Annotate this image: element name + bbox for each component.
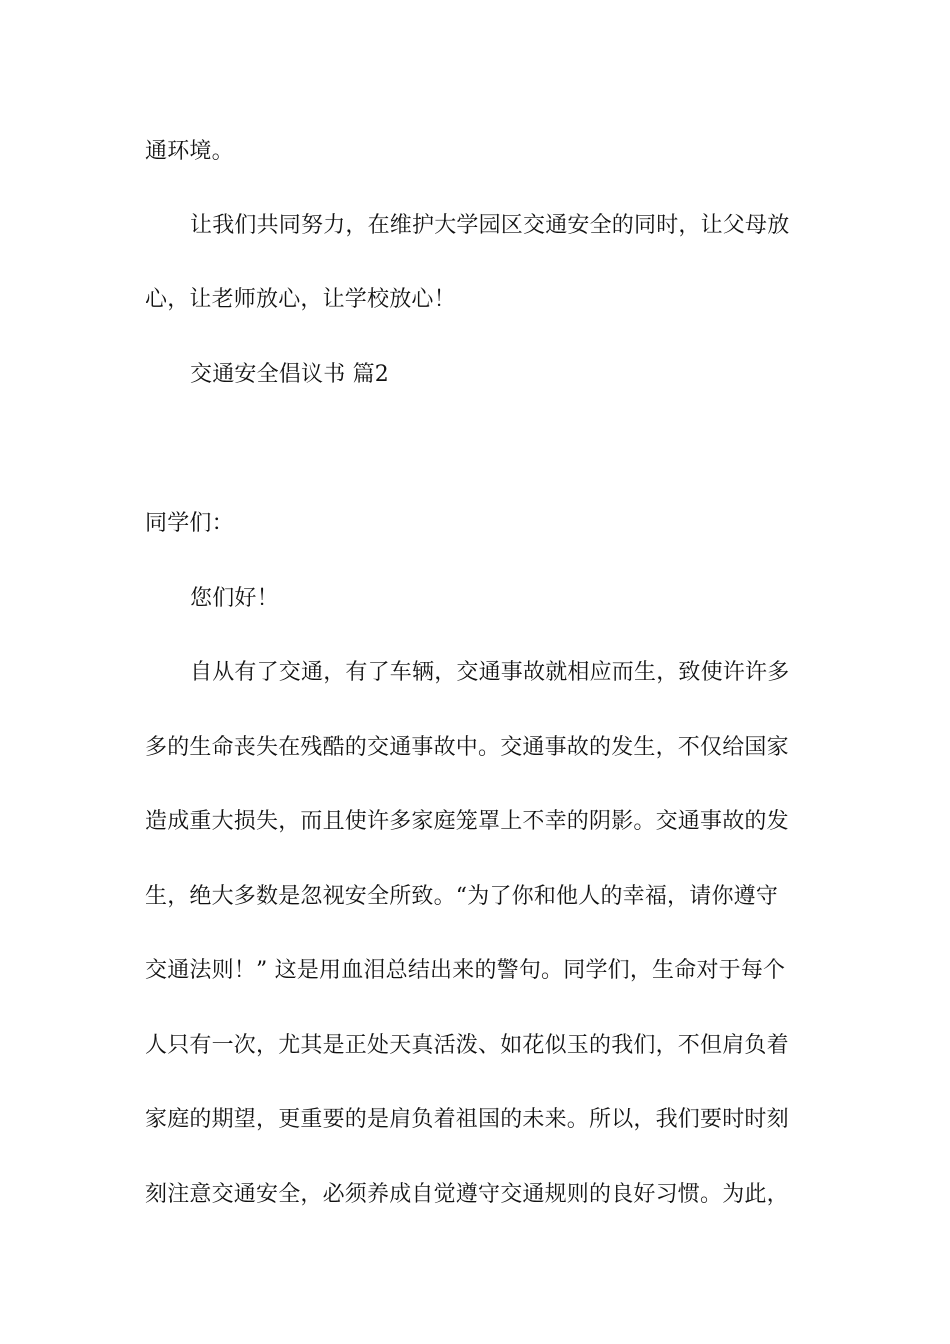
greeting: 您们好！ xyxy=(190,586,279,611)
text-line: 刻注意交通安全，必须养成自觉遵守交通规则的良好习惯。为此， xyxy=(145,1182,789,1207)
text-line: 交通法则！” 这是用血泪总结出来的警句。同学们，生命对于每个 xyxy=(145,958,786,983)
text-line: 多的生命丧失在残酷的交通事故中。交通事故的发生，不仅给国家 xyxy=(145,735,789,760)
section-heading: 交通安全倡议书 篇2 xyxy=(190,362,389,387)
text-line: 生，绝大多数是忽视安全所致。“为了你和他人的幸福，请你遵守 xyxy=(145,884,779,909)
text-line: 家庭的期望，更重要的是肩负着祖国的未来。所以，我们要时时刻 xyxy=(145,1107,789,1132)
text-line: 心，让老师放心，让学校放心！ xyxy=(145,287,456,312)
text-line: 自从有了交通，有了车辆，交通事故就相应而生，致使许许多 xyxy=(190,660,790,685)
text-line: 人只有一次，尤其是正处天真活泼、如花似玉的我们，不但肩负着 xyxy=(145,1033,789,1058)
text-line: 让我们共同努力，在维护大学园区交通安全的同时，让父母放 xyxy=(190,213,790,238)
text-line: 通环境。 xyxy=(145,139,234,164)
text-line: 造成重大损失，而且使许多家庭笼罩上不幸的阴影。交通事故的发 xyxy=(145,809,789,834)
salutation: 同学们： xyxy=(145,511,234,536)
